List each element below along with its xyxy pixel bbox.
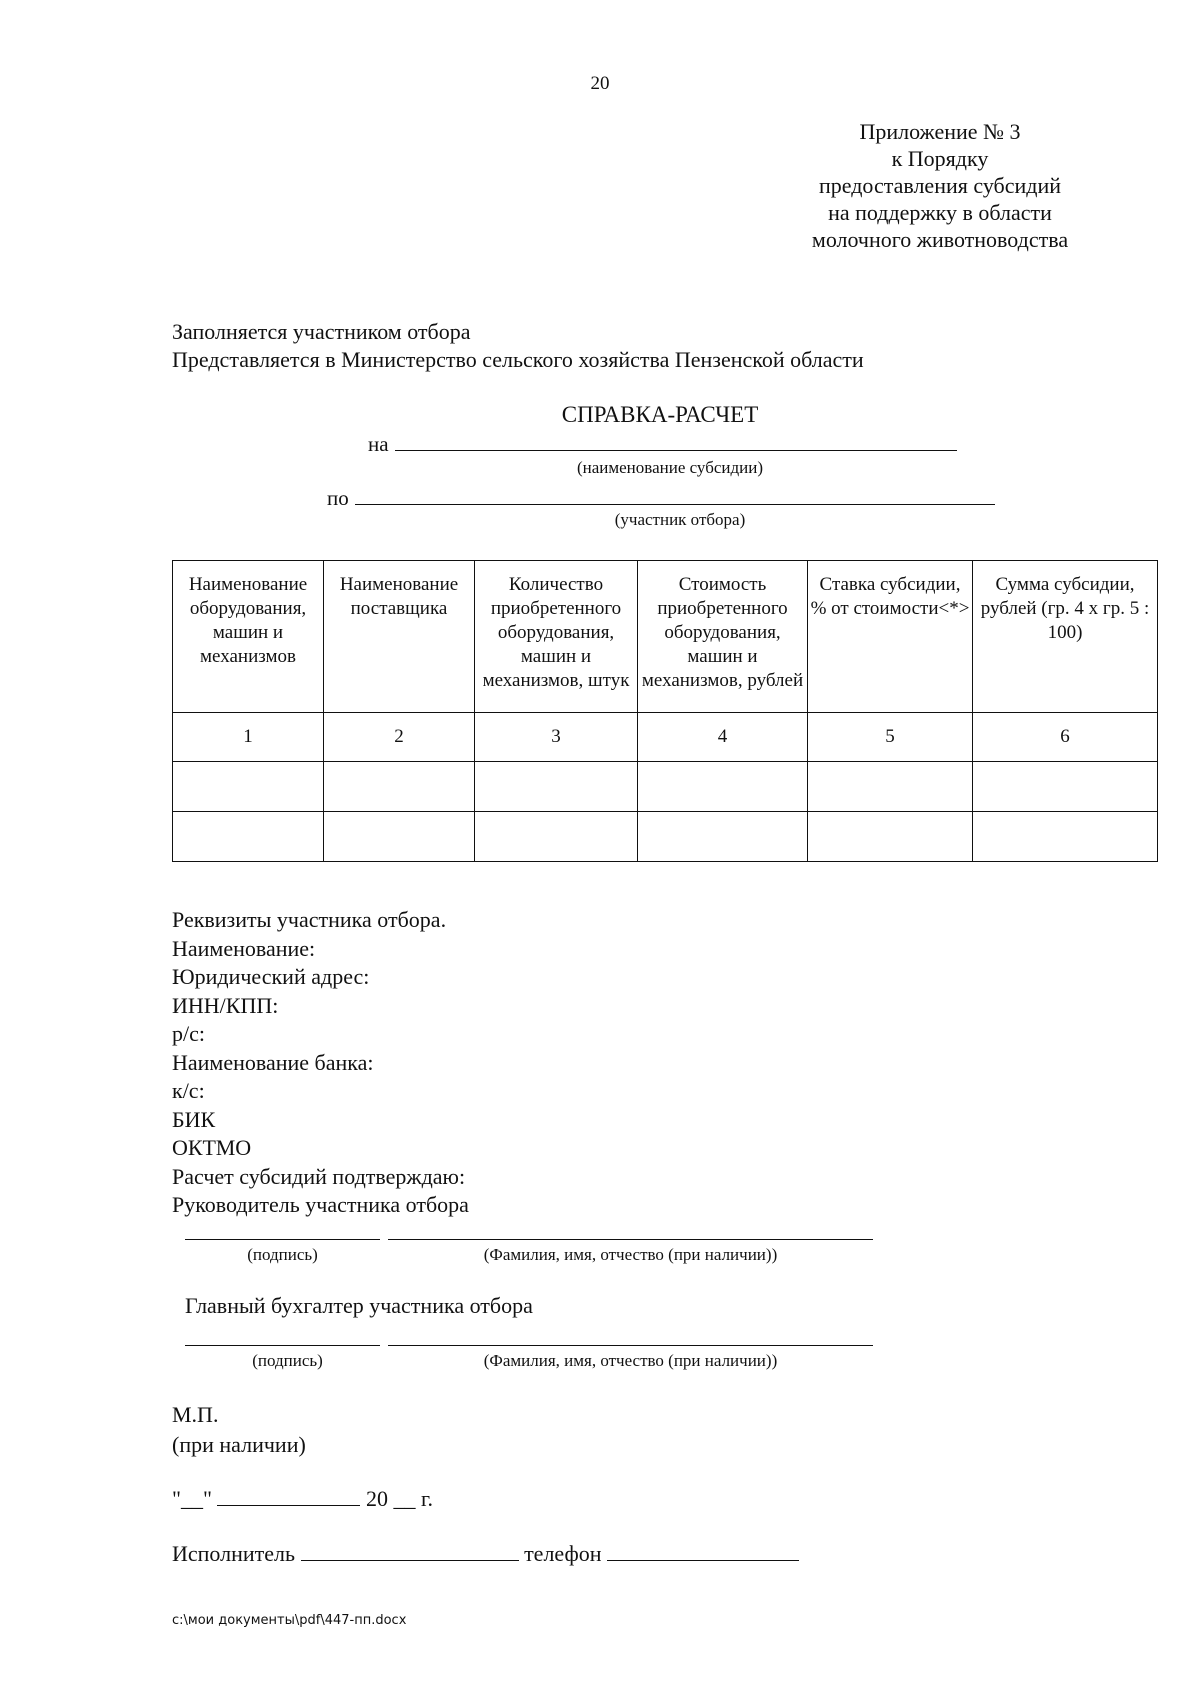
appendix-line: к Порядку	[891, 146, 989, 171]
column-number: 4	[638, 713, 808, 762]
table-row	[173, 762, 1158, 812]
column-number-row	[173, 713, 1158, 762]
requisites-line: Расчет субсидий подтверждаю:	[172, 1163, 466, 1189]
subsidy-name-line	[368, 430, 957, 457]
requisites-line: р/с:	[172, 1021, 205, 1046]
requisites-line: Руководитель участника отбора	[172, 1192, 469, 1217]
intro-block	[172, 318, 864, 374]
filled-by-text: Заполняется участником отбора	[172, 319, 471, 344]
accountant-signature-caption: (подпись)	[252, 1351, 323, 1370]
requisites-line: Реквизиты участника отбора.	[172, 907, 447, 932]
table-cell[interactable]	[973, 762, 1158, 812]
head-name-caption: (Фамилия, имя, отчество (при наличии))	[483, 1245, 778, 1264]
page-number: 20	[590, 73, 610, 94]
header-cost: Стоимость приобретенного оборудования, машин и механизмов, рублей	[638, 561, 808, 713]
requisites-block	[172, 906, 469, 1220]
appendix-header	[760, 118, 1120, 253]
date-line	[172, 1485, 433, 1512]
head-signature-caption: (подпись)	[247, 1245, 318, 1264]
appendix-line: на поддержку в области	[828, 200, 1052, 225]
table-cell[interactable]	[973, 812, 1158, 862]
subsidy-prefix: на	[368, 432, 389, 456]
date-day: "__"	[172, 1486, 212, 1511]
participant-field[interactable]	[355, 484, 995, 505]
accountant-name-field[interactable]	[388, 1345, 873, 1346]
stamp-block	[172, 1400, 306, 1460]
column-number: 5	[808, 713, 973, 762]
column-number: 6	[973, 713, 1158, 762]
table-cell[interactable]	[324, 812, 475, 862]
executor-field[interactable]	[301, 1540, 519, 1561]
header-quantity: Количество приобретенного оборудования, машин и механизмов, штук	[475, 561, 638, 713]
head-name-field[interactable]	[388, 1239, 873, 1240]
table-header-row	[173, 561, 1158, 713]
footer-file-path: c:\мои документы\pdf\447-пп.docx	[172, 1613, 407, 1628]
date-year: 20 __ г.	[365, 1486, 434, 1511]
stamp-label: М.П.	[172, 1402, 219, 1427]
header-supplier-name: Наименование поставщика	[324, 561, 475, 713]
requisites-line: к/с:	[172, 1078, 205, 1103]
document-title: СПРАВКА-РАСЧЕТ	[561, 402, 759, 427]
requisites-line: ИНН/КПП:	[172, 992, 279, 1018]
participant-prefix: по	[327, 486, 349, 510]
column-number: 2	[324, 713, 475, 762]
requisites-line: Наименование банка:	[172, 1049, 374, 1075]
appendix-line: предоставления субсидий	[818, 173, 1062, 198]
header-subsidy-sum: Сумма субсидии, рублей (гр. 4 x гр. 5 : 100)	[973, 561, 1158, 713]
table-cell[interactable]	[808, 812, 973, 862]
column-number: 1	[173, 713, 324, 762]
executor-line	[172, 1540, 799, 1567]
participant-line	[327, 484, 995, 511]
table-cell[interactable]	[324, 762, 475, 812]
submitted-to-text: Представляется в Министерство сельского хозяйства Пензенской области	[172, 347, 864, 372]
subsidy-caption: (наименование субсидии)	[576, 458, 764, 477]
requisites-line: Юридический адрес:	[172, 964, 370, 989]
header-equipment-name: Наименование оборудования, машин и механизмов	[173, 561, 324, 713]
accountant-signature-field[interactable]	[185, 1345, 380, 1346]
head-signature-field[interactable]	[185, 1239, 380, 1240]
chief-accountant-label: Главный бухгалтер участника отбора	[185, 1293, 533, 1318]
subsidy-name-field[interactable]	[395, 430, 957, 451]
table-cell[interactable]	[808, 762, 973, 812]
phone-field[interactable]	[607, 1540, 799, 1561]
calculation-table	[172, 560, 1158, 862]
table-cell[interactable]	[173, 812, 324, 862]
participant-caption: (участник отбора)	[614, 510, 746, 529]
stamp-note: (при наличии)	[172, 1432, 306, 1457]
requisites-line: БИК	[172, 1106, 216, 1132]
table-cell[interactable]	[638, 762, 808, 812]
requisites-line: ОКТМО	[172, 1135, 252, 1160]
date-month-field[interactable]	[217, 1485, 360, 1506]
column-number: 3	[475, 713, 638, 762]
table-row	[173, 812, 1158, 862]
executor-label: Исполнитель	[172, 1541, 296, 1566]
table-cell[interactable]	[638, 812, 808, 862]
accountant-name-caption: (Фамилия, имя, отчество (при наличии))	[483, 1351, 778, 1370]
appendix-line: молочного животноводства	[811, 227, 1069, 252]
table-cell[interactable]	[475, 812, 638, 862]
header-rate: Ставка субсидии, % от стоимости<*>	[808, 561, 973, 713]
phone-label: телефон	[524, 1541, 602, 1566]
requisites-line: Наименование:	[172, 935, 316, 961]
table-cell[interactable]	[475, 762, 638, 812]
table-cell[interactable]	[173, 762, 324, 812]
appendix-line: Приложение № 3	[859, 119, 1021, 144]
